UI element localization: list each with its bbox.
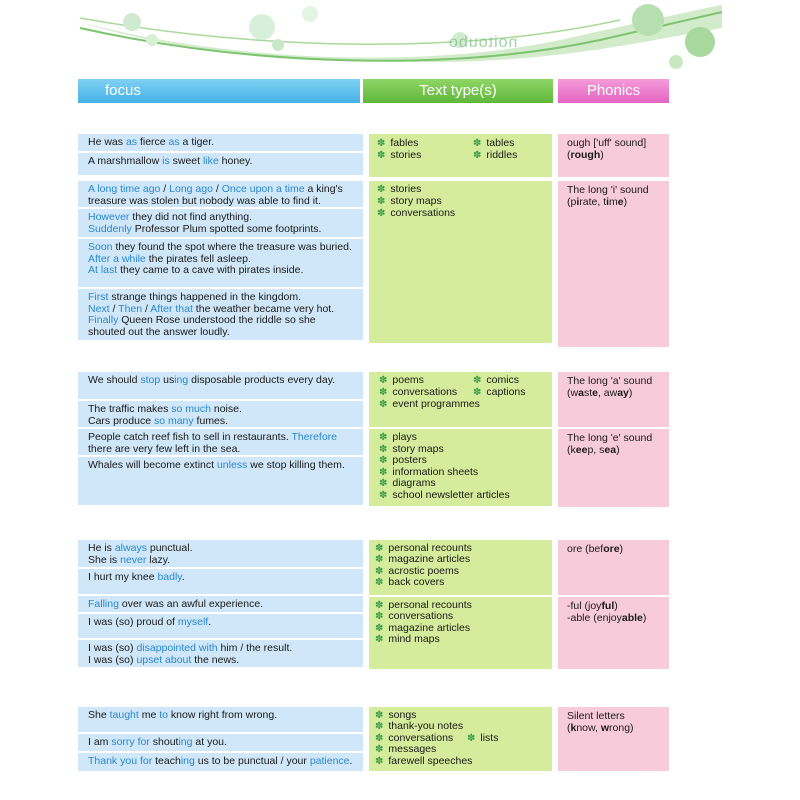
- bullet-icon: ✽: [467, 733, 476, 744]
- text-segment: I was (so): [88, 653, 137, 666]
- list-item: ✽ personal recounts: [375, 542, 472, 554]
- text-segment: (w: [567, 386, 579, 399]
- focus-row: [78, 707, 363, 734]
- phonics-cell: [558, 707, 669, 771]
- column-header-text-types: Text type(s): [363, 79, 553, 103]
- text-segment: Cars produce: [88, 414, 154, 427]
- text-segment: us: [163, 374, 175, 386]
- bullet-icon: ✽: [375, 577, 384, 588]
- list-item: ✽ story maps: [377, 195, 442, 207]
- column-header-focus: focus: [78, 79, 360, 103]
- text-segment: ): [628, 386, 633, 399]
- text-segment: punctual.: [146, 542, 193, 554]
- text-segment: He was: [88, 136, 126, 148]
- highlighted-text: i: [606, 195, 610, 208]
- highlighted-text: Suddenly: [88, 222, 132, 235]
- highlighted-text: ee: [575, 443, 588, 456]
- list-item: ✽ conversations: [375, 610, 454, 622]
- bullet-icon: ✽: [375, 721, 384, 732]
- text-segment: they found the spot where the treasure was buried.: [112, 241, 352, 253]
- text-segment: ): [642, 611, 647, 624]
- list-item: ✽ event programmes: [379, 398, 480, 410]
- text-line: [567, 613, 669, 625]
- list-item: ✽ magazine articles: [375, 622, 471, 634]
- focus-row: [78, 540, 363, 569]
- highlighted-text: ea: [604, 443, 617, 456]
- list-item: ✽ fables: [377, 137, 419, 149]
- highlighted-text: ful: [601, 600, 615, 612]
- text-segment: shout: [149, 736, 179, 748]
- text-segment: honey.: [218, 155, 253, 167]
- page-heading-mirrored: noitoubo: [448, 34, 518, 51]
- text-line: [88, 416, 363, 428]
- highlighted-text: unless: [216, 459, 248, 471]
- text-segment: (p: [567, 195, 577, 208]
- text-line: [88, 737, 363, 749]
- text-segment: sweet: [169, 155, 203, 167]
- bullet-icon: ✽: [375, 543, 384, 554]
- highlighted-text: i: [576, 195, 580, 208]
- text-segment: I was (so) proud of: [88, 616, 178, 628]
- text-type-cell: [369, 540, 552, 595]
- text-segment: we stop killing them.: [247, 459, 345, 471]
- text-segment: us to be punctual / your: [194, 755, 310, 767]
- highlighted-text: ing: [178, 736, 193, 748]
- focus-row: [78, 372, 363, 401]
- highlighted-text: Next: [88, 302, 110, 315]
- text-line: [88, 655, 363, 667]
- highlighted-text: badly: [157, 571, 182, 583]
- text-segment: The long 'i' sound: [567, 184, 649, 196]
- text-line: [88, 375, 363, 387]
- text-segment: at you.: [192, 736, 227, 748]
- focus-row: [78, 429, 363, 457]
- text-type-cell: [369, 707, 552, 771]
- highlighted-text: At last: [88, 264, 118, 277]
- text-line: [88, 710, 363, 722]
- highlighted-text: never: [120, 553, 147, 566]
- text-segment: The long 'a' sound: [567, 375, 653, 387]
- text-segment: People catch reef fish to sell in restaurants.: [88, 431, 292, 443]
- text-segment: m: [609, 195, 618, 208]
- highlighted-text: so much: [171, 403, 211, 415]
- focus-row: [78, 640, 363, 669]
- focus-row: [78, 734, 363, 753]
- highlighted-text: ing: [180, 755, 195, 767]
- text-segment: shouted out the answer loudly.: [88, 325, 230, 338]
- highlighted-text: After a while: [88, 252, 146, 265]
- bullet-icon: ✽: [375, 566, 384, 577]
- focus-row: [78, 596, 363, 614]
- phonics-cell: [558, 134, 669, 177]
- list-item: ✽ conversations: [375, 732, 454, 744]
- list-item: ✽ school newsletter articles: [379, 489, 510, 501]
- highlighted-text: e: [617, 195, 624, 208]
- text-segment: disposable products every day.: [188, 374, 336, 386]
- list-item: ✽ posters: [379, 454, 427, 466]
- focus-row: [78, 181, 363, 209]
- bullet-icon: ✽: [379, 467, 388, 478]
- highlighted-text: stop: [140, 374, 161, 386]
- text-line: [88, 196, 363, 208]
- highlighted-text: Long ago: [169, 183, 213, 195]
- text-segment: fierce: [137, 136, 169, 148]
- text-segment: st: [583, 386, 593, 399]
- phonics-cell: [558, 429, 669, 507]
- text-segment: /: [160, 183, 170, 195]
- text-line: [567, 445, 669, 457]
- text-line: [567, 388, 669, 400]
- phonics-cell: [558, 372, 669, 427]
- focus-row: [78, 134, 363, 153]
- list-item: ✽ conversations: [377, 207, 456, 219]
- list-item: ✽ thank-you notes: [375, 720, 464, 732]
- focus-row: [78, 209, 363, 239]
- text-line: [88, 265, 363, 277]
- list-item: ✽ diagrams: [379, 477, 436, 489]
- text-line: [567, 544, 669, 556]
- text-segment: over was an awful experience.: [118, 598, 264, 610]
- text-segment: teach: [152, 755, 181, 767]
- list-item: ✽ lists: [467, 732, 499, 744]
- text-segment: /: [109, 302, 119, 315]
- highlighted-text: always: [114, 542, 147, 554]
- highlighted-text: First: [88, 291, 109, 303]
- list-item: ✽ tables: [473, 137, 515, 149]
- bullet-icon: ✽: [379, 432, 388, 443]
- list-item: ✽ stories: [377, 149, 422, 161]
- bullet-icon: ✽: [473, 387, 482, 398]
- highlighted-text: ing: [174, 374, 189, 386]
- text-segment: they came to a cave with pirates inside.: [117, 264, 304, 277]
- list-item: ✽ songs: [375, 709, 417, 721]
- text-segment: p, s: [587, 443, 605, 456]
- focus-row: [78, 614, 363, 640]
- highlighted-text: upset about: [136, 653, 192, 666]
- highlighted-text: Finally: [88, 314, 119, 327]
- highlighted-text: e: [592, 386, 598, 399]
- highlighted-text: Once upon a time: [221, 183, 305, 195]
- highlighted-text: k: [570, 721, 577, 734]
- bullet-icon: ✽: [473, 138, 482, 149]
- text-line: [88, 599, 363, 611]
- list-item: ✽ personal recounts: [375, 599, 472, 611]
- text-segment: , aw: [597, 386, 618, 399]
- text-segment: -ful (joy: [567, 600, 602, 612]
- highlighted-text: to: [159, 709, 168, 721]
- text-line: [88, 572, 363, 584]
- text-type-cell: [369, 429, 552, 506]
- bullet-icon: ✽: [375, 710, 384, 721]
- highlighted-text: Soon: [88, 241, 113, 253]
- bullet-icon: ✽: [473, 150, 482, 161]
- focus-row: [78, 153, 363, 177]
- highlighted-text: sorry for: [111, 736, 150, 748]
- highlighted-text: rough: [570, 148, 601, 161]
- text-line: [88, 617, 363, 629]
- phonics-cell: [558, 597, 669, 669]
- text-segment: ): [619, 543, 624, 555]
- text-segment: me: [138, 709, 160, 721]
- text-segment: Professor Plum spotted some footprints.: [131, 222, 322, 235]
- text-segment: fumes.: [193, 414, 229, 427]
- highlighted-text: as: [125, 136, 138, 148]
- text-segment: a tiger.: [179, 136, 215, 148]
- focus-row: [78, 239, 363, 289]
- text-segment: rong): [609, 721, 634, 734]
- bullet-icon: ✽: [377, 138, 386, 149]
- bullet-icon: ✽: [379, 490, 388, 501]
- text-segment: the news.: [191, 653, 240, 666]
- bullet-icon: ✽: [375, 744, 384, 755]
- focus-row: [78, 569, 363, 596]
- text-segment: She is: [88, 553, 121, 566]
- bullet-icon: ✽: [473, 375, 482, 386]
- bullet-icon: ✽: [375, 623, 384, 634]
- text-segment: -able (enjoy: [567, 611, 622, 624]
- text-segment: (: [567, 721, 571, 734]
- highlighted-text: like: [202, 155, 219, 167]
- text-segment: He is: [88, 542, 115, 554]
- list-item: ✽ back covers: [375, 576, 445, 588]
- bullet-icon: ✽: [375, 611, 384, 622]
- text-segment: ): [600, 148, 604, 161]
- text-line: [88, 156, 363, 168]
- bullet-icon: ✽: [379, 399, 388, 410]
- bullet-icon: ✽: [377, 208, 386, 219]
- text-line: [88, 327, 363, 339]
- text-segment: now,: [576, 721, 601, 734]
- text-segment: treasure was stolen but nobody was able to find it.: [88, 194, 321, 207]
- highlighted-text: A long time ago: [88, 183, 161, 195]
- phonics-cell: [558, 181, 669, 347]
- text-segment: there are very few left in the sea.: [88, 442, 241, 455]
- list-item: ✽ plays: [379, 431, 417, 443]
- text-line: [88, 555, 363, 567]
- highlighted-text: Thank you for: [88, 755, 153, 767]
- text-segment: noise.: [210, 403, 242, 415]
- text-segment: I hurt my knee: [88, 571, 158, 583]
- focus-row: [78, 457, 363, 507]
- bullet-icon: ✽: [379, 444, 388, 455]
- text-segment: We should: [88, 374, 141, 386]
- text-segment: The long 'e' sound: [567, 432, 653, 444]
- text-segment: the weather became very hot.: [192, 302, 335, 315]
- bullet-icon: ✽: [379, 478, 388, 489]
- text-segment: .: [181, 571, 185, 583]
- bullet-icon: ✽: [377, 196, 386, 207]
- column-header-phonics: Phonics: [558, 79, 669, 103]
- text-segment: Queen Rose understood the riddle so she: [118, 314, 316, 327]
- highlighted-text: However: [88, 211, 130, 223]
- highlighted-text: able: [621, 611, 643, 624]
- highlighted-text: myself: [177, 616, 209, 628]
- highlighted-text: patience: [309, 755, 350, 767]
- highlighted-text: Therefore: [291, 431, 338, 443]
- text-segment: (: [567, 148, 571, 161]
- list-item: ✽ magazine articles: [375, 553, 471, 565]
- highlighted-text: disappointed with: [136, 642, 218, 654]
- list-item: ✽ poems: [379, 374, 424, 386]
- highlighted-text: taught: [109, 709, 139, 721]
- bullet-icon: ✽: [375, 756, 384, 767]
- text-segment: .: [349, 755, 353, 767]
- text-segment: ): [614, 600, 618, 612]
- text-line: [567, 723, 669, 735]
- text-type-cell: [369, 597, 552, 669]
- text-segment: know right from wrong.: [168, 709, 278, 721]
- text-segment: strange things happened in the kingdom.: [108, 291, 302, 303]
- highlighted-text: ore: [603, 543, 620, 555]
- highlighted-text: Fall: [88, 598, 105, 610]
- focus-row: [78, 753, 363, 773]
- text-segment: rate, t: [579, 195, 607, 208]
- bullet-icon: ✽: [377, 150, 386, 161]
- list-item: ✽ comics: [473, 374, 520, 386]
- text-segment: ough ['uff' sound]: [567, 137, 647, 149]
- focus-row: [78, 289, 363, 342]
- text-type-cell: [369, 181, 552, 343]
- list-item: ✽ messages: [375, 743, 437, 755]
- bullet-icon: ✽: [377, 184, 386, 195]
- text-segment: The traffic makes: [88, 403, 172, 415]
- list-item: ✽ information sheets: [379, 466, 479, 478]
- decorative-swoosh-banner: [0, 0, 800, 75]
- bullet-icon: ✽: [379, 455, 388, 466]
- text-segment: She: [88, 709, 110, 721]
- highlighted-text: a: [578, 386, 584, 399]
- text-line: [567, 197, 669, 209]
- text-segment: ore (bef: [567, 543, 604, 555]
- highlighted-text: w: [600, 721, 610, 734]
- text-segment: .: [208, 616, 212, 628]
- text-line: [88, 444, 363, 456]
- text-line: [88, 756, 363, 768]
- highlighted-text: is: [162, 155, 170, 167]
- bullet-icon: ✽: [375, 554, 384, 565]
- text-segment: the pirates fell asleep.: [145, 252, 251, 265]
- bullet-icon: ✽: [379, 375, 388, 386]
- list-item: ✽ stories: [377, 183, 422, 195]
- highlighted-text: After that: [150, 302, 193, 315]
- text-segment: a king's: [304, 183, 343, 195]
- bullet-icon: ✽: [375, 600, 384, 611]
- list-item: ✽ mind maps: [375, 633, 440, 645]
- list-item: ✽ farewell speeches: [375, 755, 473, 767]
- bullet-icon: ✽: [375, 634, 384, 645]
- phonics-cell: [558, 540, 669, 595]
- text-segment: ): [616, 443, 620, 456]
- text-line: [88, 137, 363, 149]
- text-line: [88, 224, 363, 236]
- text-line: [88, 460, 363, 472]
- text-segment: Silent letters: [567, 710, 625, 722]
- bullet-icon: ✽: [379, 387, 388, 398]
- text-line: [567, 150, 669, 162]
- text-segment: Whales will become extinct: [88, 459, 217, 471]
- list-item: ✽ riddles: [473, 149, 518, 161]
- highlighted-text: ay: [617, 386, 629, 399]
- highlighted-text: ing: [104, 598, 119, 610]
- text-segment: A marshmallow: [88, 155, 163, 167]
- highlighted-text: as: [168, 136, 180, 148]
- list-item: ✽ story maps: [379, 443, 444, 455]
- list-item: ✽ captions: [473, 386, 526, 398]
- text-segment: they did not find anything.: [129, 211, 253, 223]
- text-type-cell: [369, 134, 552, 177]
- text-segment: /: [142, 302, 151, 315]
- text-segment: /: [212, 183, 222, 195]
- list-item: ✽ conversations: [379, 386, 458, 398]
- highlighted-text: so many: [153, 414, 194, 427]
- highlighted-text: Then: [118, 302, 143, 315]
- text-segment: I am: [88, 736, 112, 748]
- text-segment: lazy.: [146, 553, 171, 566]
- text-type-cell: [369, 372, 552, 427]
- bullet-icon: ✽: [375, 733, 384, 744]
- focus-row: [78, 401, 363, 429]
- text-segment: ): [623, 195, 628, 208]
- list-item: ✽ acrostic poems: [375, 565, 459, 577]
- text-segment: (k: [567, 443, 576, 456]
- text-segment: I was (so): [88, 642, 137, 654]
- text-segment: him / the result.: [217, 642, 293, 654]
